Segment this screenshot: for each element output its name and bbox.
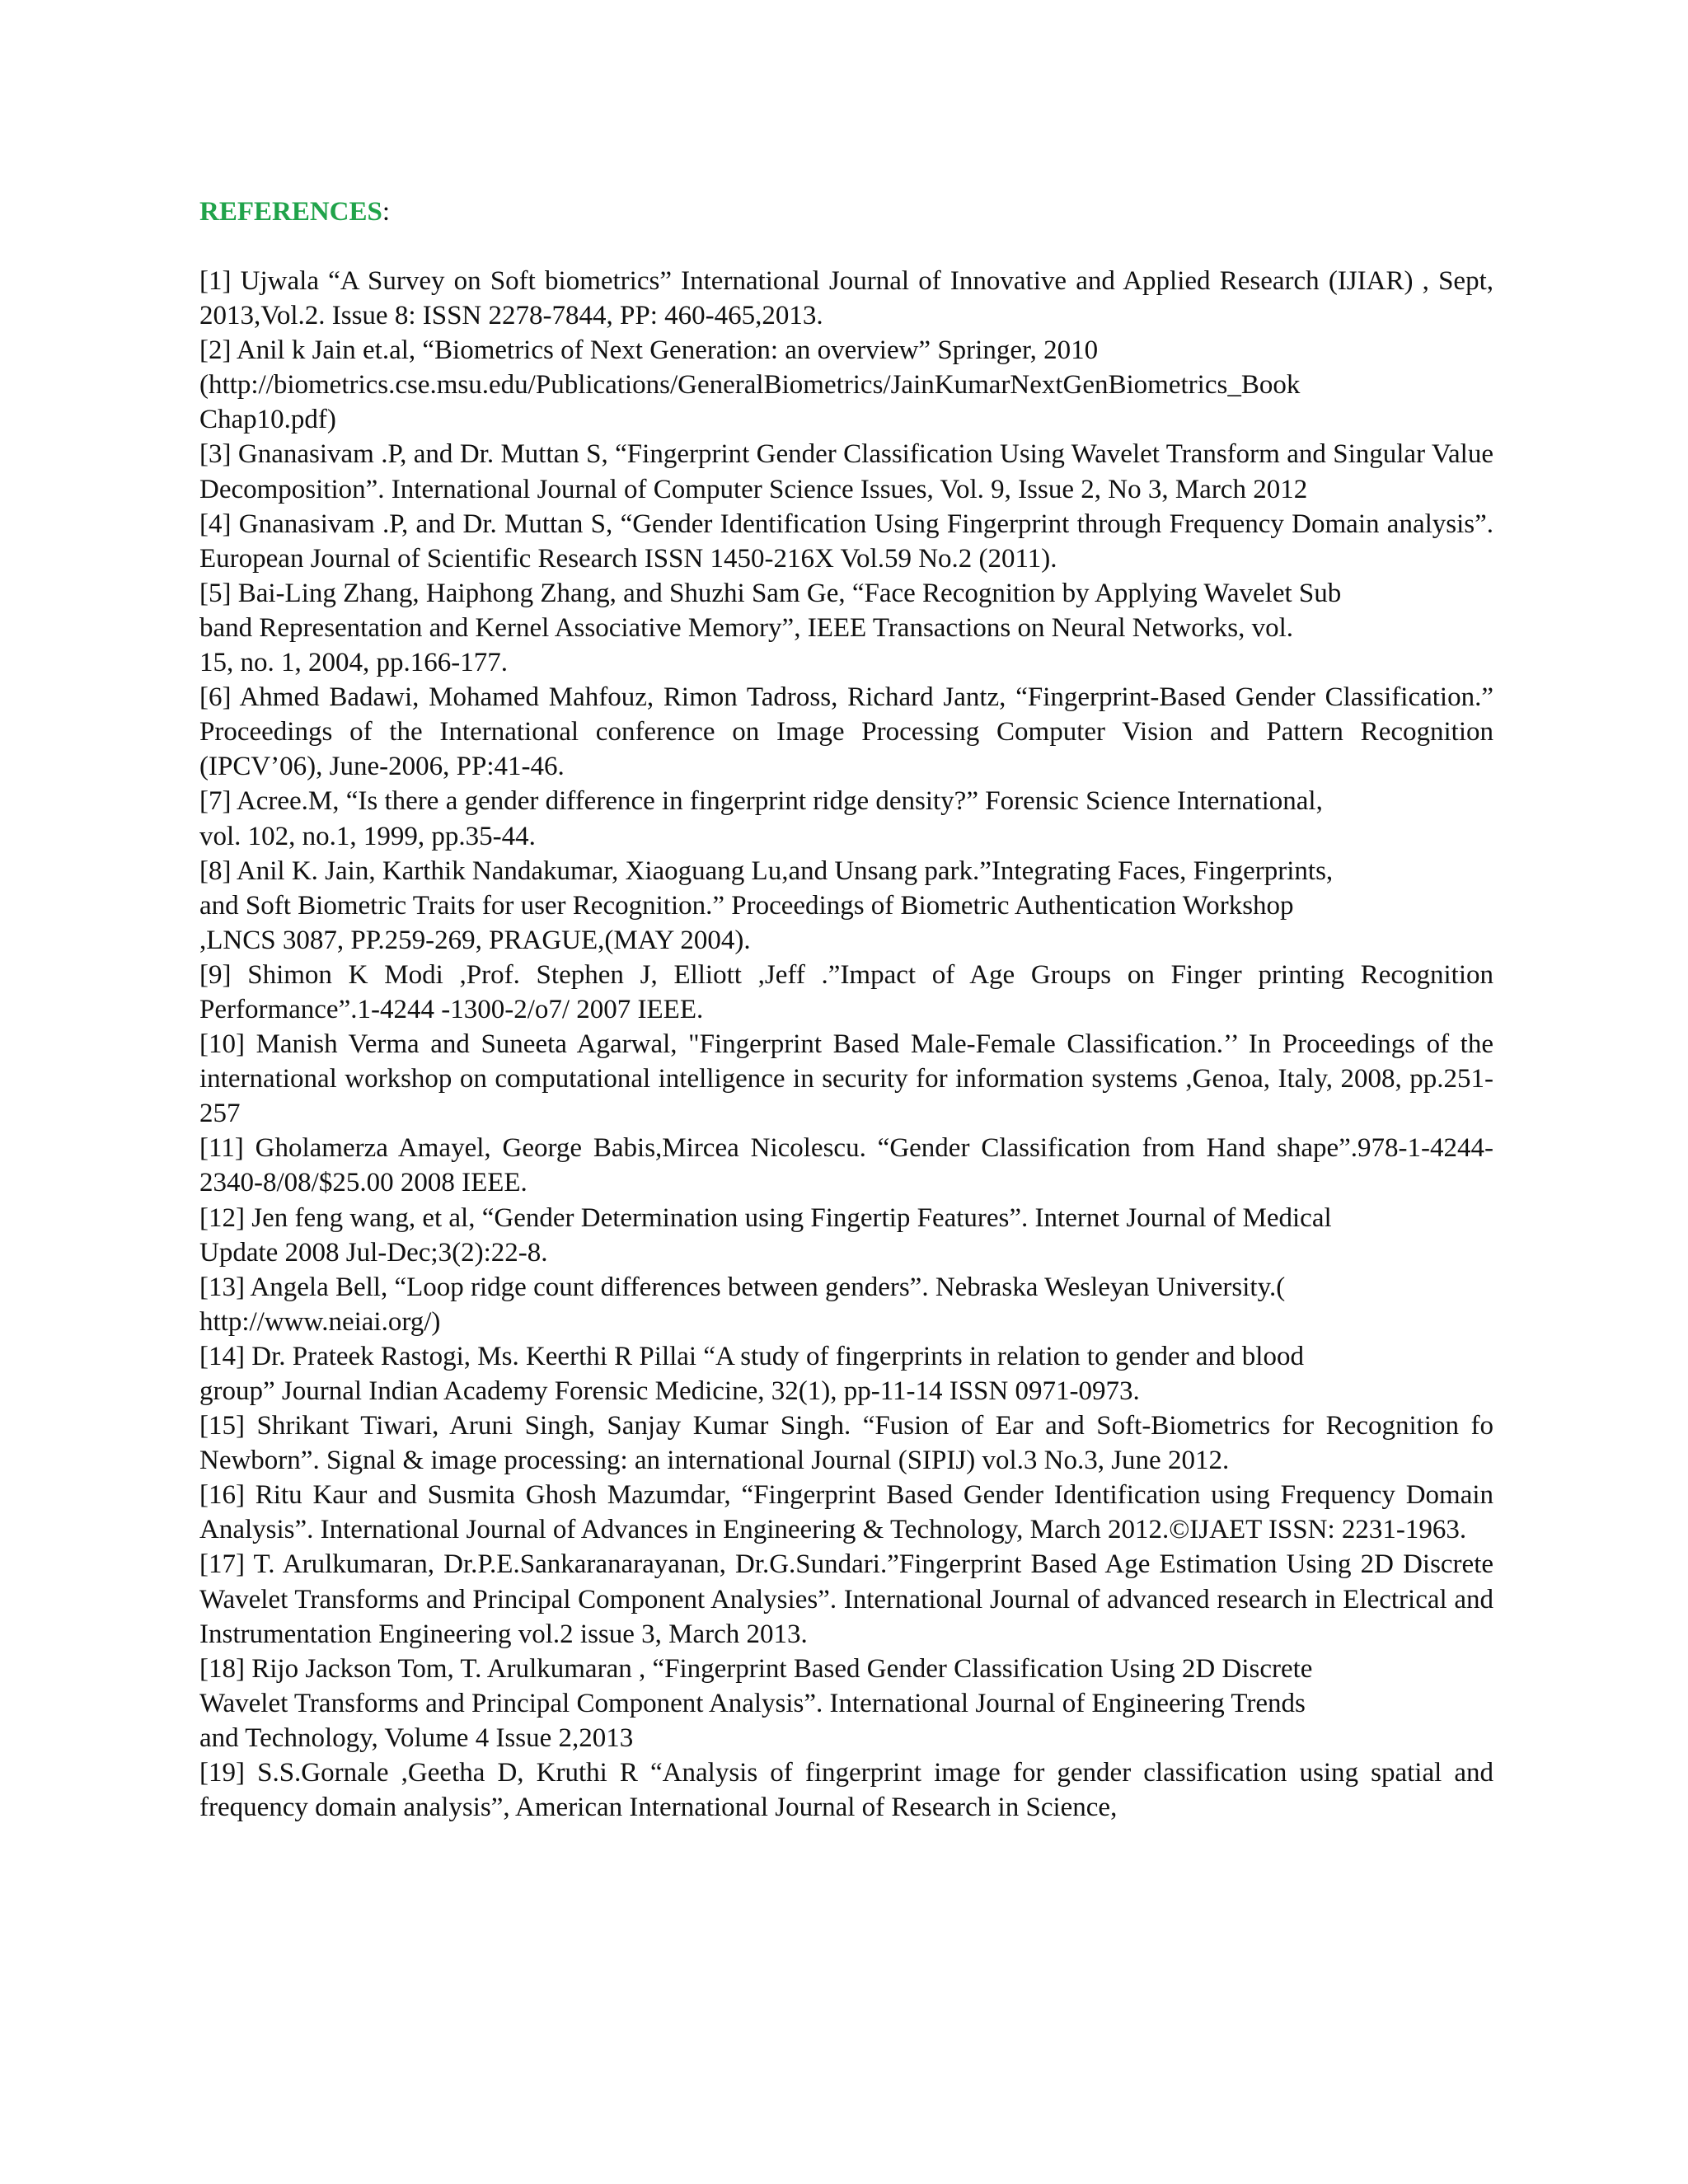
reference-item: [199, 333, 1493, 437]
reference-label: [4]: [199, 509, 232, 539]
reference-label: [16]: [199, 1480, 245, 1511]
reference-line: Bai-Ling Zhang, Haiphong Zhang, and Shuzhi Sam Ge, “Face Recognition by Applying Wavelet Sub: [237, 578, 1342, 608]
reference-line: group” Journal Indian Academy Forensic Medicine, 32(1), pp-11-14 ISSN 0971-0973.: [199, 1376, 1140, 1406]
reference-item: [199, 576, 1493, 680]
reference-line: 15, no. 1, 2004, pp.166-177.: [199, 648, 508, 678]
reference-item: [199, 507, 1493, 576]
reference-label: [11]: [199, 1133, 244, 1164]
references-heading-title: REFERENCES: [199, 197, 382, 227]
reference-line: (http://biometrics.cse.msu.edu/Publications/GeneralBiometrics/JainKumarNextGenBiometrics_Book: [199, 370, 1301, 401]
reference-label: [17]: [199, 1549, 245, 1580]
reference-line: vol. 102, no.1, 1999, pp.35-44.: [199, 821, 536, 851]
reference-line: band Representation and Kernel Associative Memory”, IEEE Transactions on Neural Networks, vol.: [199, 612, 1294, 643]
reference-text: Ahmed Badawi, Mohamed Mahfouz, Rimon Tadross, Richard Jantz, “Fingerprint-Based Gender Classification.” Proceedings of the International conference on Image Processing Computer Vision and Pattern Recognition (IPCV’06), June-2006, PP:41-46.: [199, 682, 1493, 782]
reference-line: Acree.M, “Is there a gender difference in fingerprint ridge density?” Forensic Science International,: [236, 786, 1323, 817]
reference-line: and Soft Biometric Traits for user Recognition.” Proceedings of Biometric Authentication Workshop: [199, 890, 1294, 921]
reference-label: [19]: [199, 1758, 245, 1788]
reference-item: [199, 1547, 1493, 1651]
reference-line: ,LNCS 3087, PP.259-269, PRAGUE,(MAY 2004).: [199, 925, 751, 955]
reference-label: [18]: [199, 1653, 245, 1684]
reference-item: [199, 680, 1493, 784]
references-page: [199, 194, 1493, 1825]
reference-label: [9]: [199, 959, 232, 990]
reference-item: [199, 437, 1493, 506]
reference-text: Shrikant Tiwari, Aruni Singh, Sanjay Kumar Singh. “Fusion of Ear and Soft-Biometrics for Recognition fo Newborn”. Signal & image processing: an international Journal (SIPIJ) vol.3 No.3, June 2012.: [199, 1411, 1494, 1476]
reference-label: [2]: [199, 335, 232, 366]
reference-label: [6]: [199, 682, 232, 713]
reference-list: [199, 264, 1493, 1825]
reference-line: and Technology, Volume 4 Issue 2,2013: [199, 1722, 634, 1753]
reference-item: [199, 784, 1493, 853]
reference-text: Ujwala “A Survey on Soft biometrics” International Journal of Innovative and Applied Research (IJIAR) , Sept, 2013,Vol.2. Issue 8: ISSN 2278-7844, PP: 460-465,2013.: [199, 266, 1493, 331]
reference-line: Dr. Prateek Rastogi, Ms. Keerthi R Pillai “A study of fingerprints in relation to gender and blood: [251, 1341, 1304, 1371]
reference-label: [3]: [199, 439, 232, 470]
reference-item: [199, 1755, 1493, 1825]
reference-label: [1]: [199, 266, 232, 296]
reference-item: [199, 1201, 1493, 1270]
reference-item: [199, 1478, 1493, 1547]
reference-label: [10]: [199, 1029, 245, 1060]
reference-label: [15]: [199, 1411, 245, 1441]
references-heading-colon: :: [382, 197, 391, 227]
reference-item: [199, 264, 1493, 333]
reference-item: [199, 1131, 1493, 1200]
reference-text: Gholamerza Amayel, George Babis,Mircea Nicolescu. “Gender Classification from Hand shape”.978-1-4244-2340-8/08/$25.00 2008 IEEE.: [199, 1133, 1494, 1198]
reference-line: Angela Bell, “Loop ridge count differences between genders”. Nebraska Wesleyan University.(: [250, 1272, 1286, 1302]
reference-line: Jen feng wang, et al, “Gender Determination using Fingertip Features”. Internet Journal of Medical: [251, 1202, 1332, 1233]
reference-item: [199, 1027, 1493, 1131]
reference-label: [12]: [199, 1202, 245, 1233]
reference-item: [199, 1652, 1493, 1755]
reference-item: [199, 958, 1493, 1027]
reference-text: Manish Verma and Suneeta Agarwal, "Fingerprint Based Male-Female Classification.’’ In Proceedings of the international workshop on computational intelligence in security for information systems ,Genoa, Italy, 2008, pp.251-257: [199, 1029, 1493, 1129]
reference-line: http://www.neiai.org/): [199, 1306, 441, 1337]
reference-line: Chap10.pdf): [199, 405, 336, 435]
reference-text: Gnanasivam .P, and Dr. Muttan S, “Fingerprint Gender Classification Using Wavelet Transform and Singular Value Decomposition”. International Journal of Computer Science Issues, Vol. 9, Issue 2, No 3, March 2012: [199, 439, 1493, 504]
reference-label: [14]: [199, 1341, 245, 1371]
reference-line: Rijo Jackson Tom, T. Arulkumaran , “Fingerprint Based Gender Classification Using 2D Discrete: [251, 1653, 1313, 1684]
references-heading: [199, 194, 1493, 229]
reference-line: Anil k Jain et.al, “Biometrics of Next Generation: an overview” Springer, 2010: [236, 335, 1099, 366]
reference-line: Wavelet Transforms and Principal Component Analysis”. International Journal of Engineering Trends: [199, 1688, 1306, 1718]
reference-label: [13]: [199, 1272, 245, 1302]
reference-label: [8]: [199, 855, 232, 886]
reference-item: [199, 1408, 1493, 1478]
reference-item: [199, 1270, 1493, 1339]
reference-text: Gnanasivam .P, and Dr. Muttan S, “Gender Identification Using Fingerprint through Frequency Domain analysis”. European Journal of Scientific Research ISSN 1450-216X Vol.59 No.2 (2011).: [199, 509, 1494, 574]
reference-line: Update 2008 Jul-Dec;3(2):22-8.: [199, 1237, 548, 1268]
reference-label: [5]: [199, 578, 232, 608]
reference-item: [199, 1339, 1493, 1408]
reference-text: S.S.Gornale ,Geetha D, Kruthi R “Analysis of fingerprint image for gender classification using spatial and frequency domain analysis”, American International Journal of Research in Science,: [199, 1758, 1494, 1823]
reference-label: [7]: [199, 786, 232, 817]
reference-text: Ritu Kaur and Susmita Ghosh Mazumdar, “Fingerprint Based Gender Identification using Frequency Domain Analysis”. International Journal of Advances in Engineering & Technology, March 2012.©IJAET ISSN: 2231-1963.: [199, 1480, 1494, 1545]
reference-text: Shimon K Modi ,Prof. Stephen J, Elliott ,Jeff .”Impact of Age Groups on Finger printing Recognition Performance”.1-4244 -1300-2/o7/ 2007 IEEE.: [199, 959, 1494, 1024]
reference-line: Anil K. Jain, Karthik Nandakumar, Xiaoguang Lu,and Unsang park.”Integrating Faces, Fingerprints,: [236, 855, 1334, 886]
reference-text: T. Arulkumaran, Dr.P.E.Sankaranarayanan, Dr.G.Sundari.”Fingerprint Based Age Estimation Using 2D Discrete Wavelet Transforms and Principal Component Analysies”. International Journal of advanced research in Electrical and Instrumentation Engineering vol.2 issue 3, March 2013.: [199, 1549, 1494, 1649]
reference-item: [199, 854, 1493, 958]
